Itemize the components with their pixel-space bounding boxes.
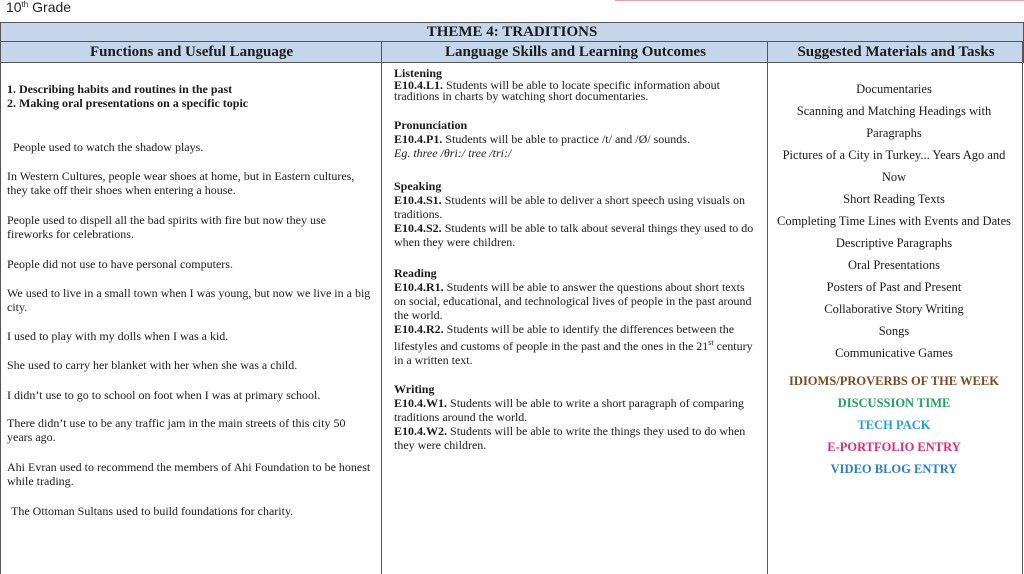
- example-sentence: People used to dispell all the bad spirits with fire but now they use fireworks for celebrations.: [7, 213, 326, 241]
- example-sentence: People used to watch the shadow plays.: [13, 140, 204, 154]
- material-item: Descriptive Paragraphs: [835, 236, 953, 250]
- writing-section: [394, 382, 754, 452]
- grade-word: Grade: [32, 0, 72, 15]
- speaking-outcome-2: E10.4.S2. Students will be able to talk about several things they used to do when they were children.: [394, 221, 754, 249]
- example-sentence: We used to live in a small town when I was young, but now we live in a big city.: [7, 286, 371, 314]
- grade-number: 10: [6, 0, 22, 15]
- column-divider-2: [767, 41, 768, 574]
- materials-column: [776, 78, 1012, 480]
- material-item: Short Reading Texts: [843, 192, 945, 206]
- speaking-section: [394, 179, 754, 249]
- material-item: Songs: [878, 324, 910, 338]
- pronunciation-section: [394, 118, 754, 160]
- example-sentence: The Ottoman Sultans used to build foundations for charity.: [11, 504, 294, 518]
- functions-column: [7, 82, 377, 518]
- material-item: Posters of Past and Present: [826, 280, 962, 294]
- listening-outcome: E10.4.L1. Students will be able to locate specific information about traditions in charts by watching short documentaries.: [394, 78, 720, 103]
- example-sentence: There didn’t use to be any traffic jam in the main streets of this city 50 years ago.: [7, 416, 346, 444]
- example-sentence: She used to carry her blanket with her when she was a child.: [7, 358, 298, 372]
- table-border-left: [0, 41, 1, 574]
- material-item: Completing Time Lines with Events and Dates: [776, 214, 1011, 228]
- pronunciation-outcome: E10.4.P1. Students will be able to practice /t/ and /Ø/ sounds.: [394, 132, 690, 146]
- header-row: [0, 41, 1024, 63]
- material-item: Documentaries: [856, 82, 932, 96]
- pronunciation-example: Eg. three /θri:/ tree /tri:/: [394, 146, 512, 160]
- example-sentence: Ahi Evran used to recommend the members of Ahi Foundation to be honest while trading.: [7, 460, 371, 488]
- header-skills: Language Skills and Learning Outcomes: [445, 44, 706, 60]
- special-task-video-blog: VIDEO BLOG ENTRY: [830, 462, 958, 476]
- material-item: Scanning and Matching Headings with Paragraphs: [796, 104, 992, 140]
- reading-section: [394, 266, 754, 367]
- header-functions: Functions and Useful Language: [90, 44, 293, 60]
- speaking-title: Speaking: [394, 179, 442, 193]
- pronunciation-title: Pronunciation: [394, 118, 468, 132]
- grade-label: [6, 0, 71, 14]
- writing-title: Writing: [394, 382, 435, 396]
- special-task-discussion: DISCUSSION TIME: [837, 396, 951, 410]
- header-materials: Suggested Materials and Tasks: [797, 44, 995, 60]
- material-item: Oral Presentations: [848, 258, 940, 272]
- curriculum-table: [0, 22, 1024, 574]
- table-border-right: [1022, 41, 1023, 574]
- example-sentence: I didn’t use to go to school on foot when I was at primary school.: [7, 388, 321, 402]
- material-item: Pictures of a City in Turkey... Years Ago and Now: [782, 148, 1006, 184]
- special-task-idioms: IDIOMS/PROVERBS OF THE WEEK: [789, 374, 999, 388]
- column-divider-1: [381, 41, 382, 574]
- reading-title: Reading: [394, 266, 437, 280]
- example-sentence: In Western Cultures, people wear shoes at home, but in Eastern cultures, they take off their shoes when entering a house.: [7, 169, 355, 197]
- special-task-e-portfolio: E-PORTFOLIO ENTRY: [827, 440, 961, 454]
- writing-outcome-1: E10.4.W1. Students will be able to write a short paragraph of comparing traditions around the world.: [394, 396, 744, 424]
- listening-title: Listening: [394, 66, 443, 80]
- speaking-outcome-1: E10.4.S1. Students will be able to deliver a short speech using visuals on traditions.: [394, 193, 745, 221]
- writing-outcome-2: E10.4.W2. Students will be able to write the things they used to do when they were children.: [394, 424, 746, 452]
- reading-outcome-2: E10.4.R2. Students will be able to identify the differences between the lifestyles and customs of people in the past and the ones in the 21st century in a written text.: [394, 322, 753, 367]
- function-item: 2. Making oral presentations on a specific topic: [7, 96, 249, 110]
- function-item: 1. Describing habits and routines in the past: [7, 82, 233, 96]
- listening-section: [394, 66, 754, 102]
- material-item: Collaborative Story Writing: [824, 302, 964, 316]
- example-sentence: People did not use to have personal computers.: [7, 257, 233, 271]
- material-item: Communicative Games: [835, 346, 953, 360]
- theme-title: THEME 4: TRADITIONS: [0, 22, 1024, 41]
- top-rule: [615, 0, 1024, 1]
- example-sentence: I used to play with my dolls when I was a kid.: [7, 329, 229, 343]
- special-task-tech-pack: TECH PACK: [857, 418, 931, 432]
- grade-suffix: th: [21, 0, 29, 9]
- reading-outcome-1: E10.4.R1. Students will be able to answer the questions about short texts on social, educational, and technological lives of people in the past around the world.: [394, 280, 752, 322]
